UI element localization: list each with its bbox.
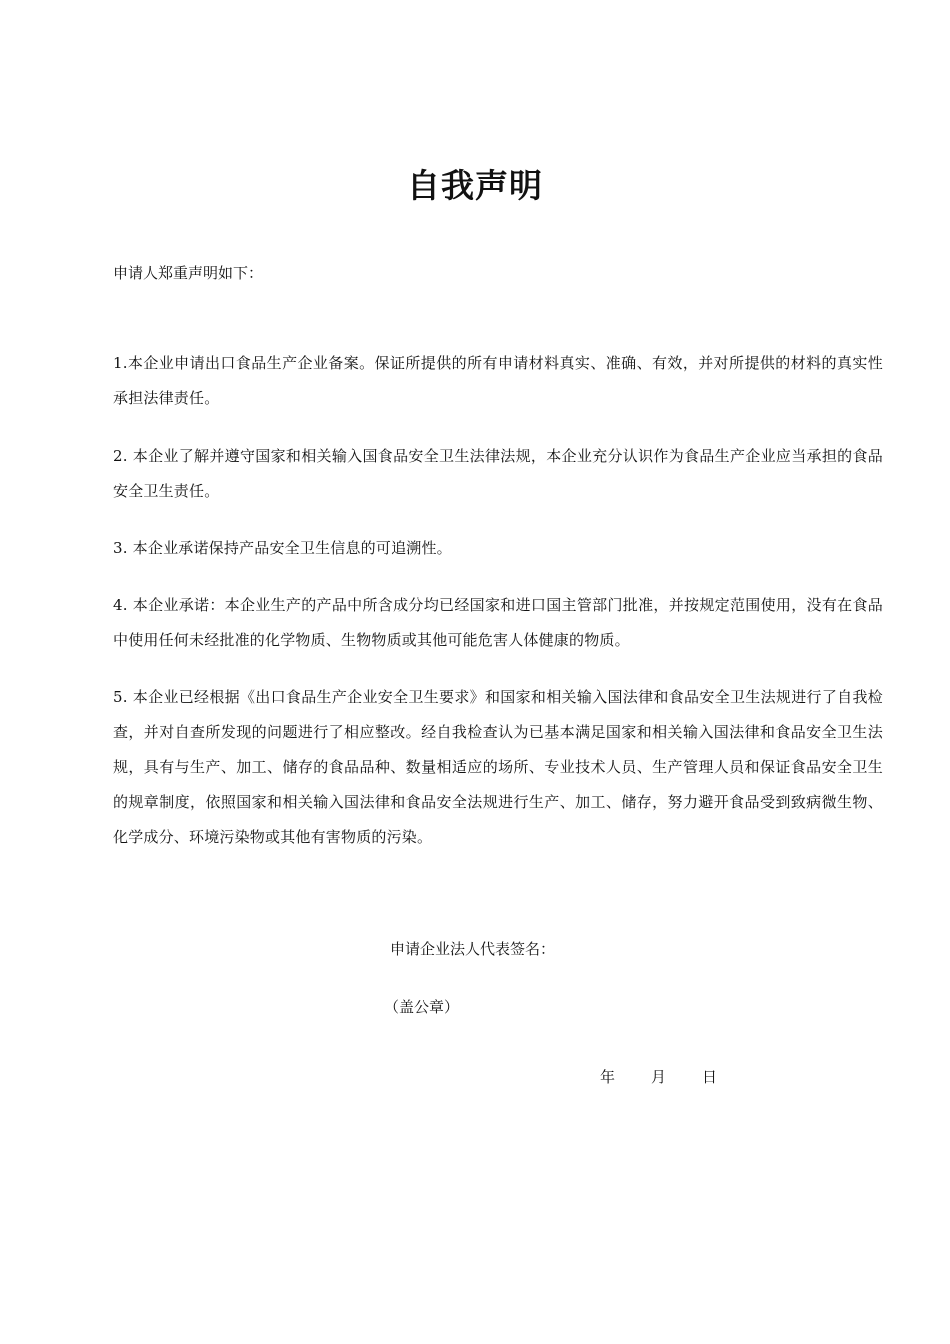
date-month-label: 月 [651,1068,667,1086]
statement-paragraph-5: 5. 本企业已经根据《出口食品生产企业安全卫生要求》和国家和相关输入国法律和食品安全卫生法规进行了自我检查，并对自查所发现的问题进行了相应整改。经自我检查认为已基本满足国家和相关输入国法律和食品安全卫生法规，具有与生产、加工、储存的食品品种、数量相适应的场所、专业技术人员、生产管理人员和保证食品安全卫生的规章制度，依照国家和相关输入国法律和食品安全法规进行生产、加工、储存，努力避开食品受到致病微生物、化学成分、环境污染物或其他有害物质的污染。 [113,688,883,846]
date-day-label: 日 [702,1068,718,1086]
date-gap [615,1066,651,1088]
seal-label: （盖公章） [384,998,460,1016]
date-gap [666,1066,702,1088]
date-line [600,1066,717,1088]
statement-paragraph-2: 2. 本企业了解并遵守国家和相关输入国食品安全卫生法律法规，本企业充分认识作为食品生产企业应当承担的食品安全卫生责任。 [113,447,883,500]
signature-label: 申请企业法人代表签名： [390,940,556,958]
statement-paragraph-1: 1.本企业申请出口食品生产企业备案。保证所提供的所有申请材料真实、准确、有效，并对所提供的材料的真实性承担法律责任。 [113,354,883,407]
intro-text: 申请人郑重声明如下： [113,264,264,282]
date-year-label: 年 [600,1068,616,1086]
statement-paragraph-4: 4. 本企业承诺：本企业生产的产品中所含成分均已经国家和进口国主管部门批准，并按规定范围使用，没有在食品中使用任何未经批准的化学物质、生物物质或其他可能危害人体健康的物质。 [113,596,883,649]
document-title: 自我声明 [407,166,543,205]
statement-paragraph-3: 3. 本企业承诺保持产品安全卫生信息的可追溯性。 [113,539,452,557]
